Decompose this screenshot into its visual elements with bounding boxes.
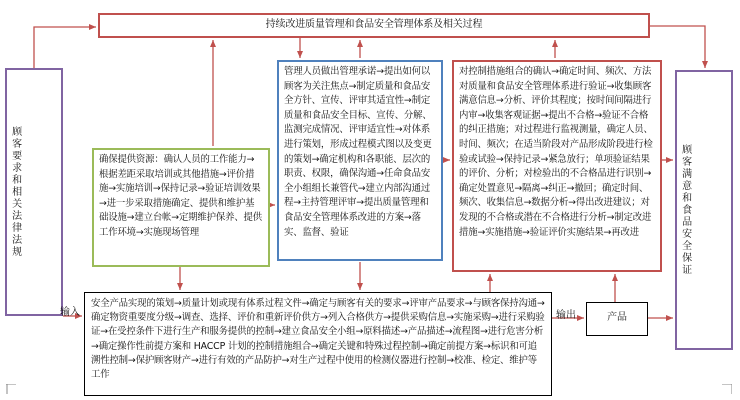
title-box [98,13,650,38]
customer-satisfaction-label: 顾客满意和食品安全保证 [679,144,691,276]
customer-requirements-label: 顾客要求和相关法律法规 [9,126,21,258]
resource-provision-box [92,148,270,267]
product-label: 产品 [607,312,627,323]
management-responsibility-text: 管理人员做出管理承诺→提出如何以顾客为关注焦点→制定质量和食品安全方针、宣传、评审其适宜性→制定质量和食品安全目标、宣传、分解、监测完成情况、评审适宜性→对体系进行策划，形成过程模式图以及变更的策划→确定机构和各职能、层次的职责、权限，确保沟通→任命食品安全小组组长兼管代→建立内部沟通过程→主持管理评审→提出质量管理和食品安全管理体系改进的方案→落实、监督、验证 [284,66,432,238]
corner-mark-left [6,384,16,394]
management-responsibility-box [277,60,443,261]
resource-provision-text: 确保提供资源：确认人员的工作能力→根据差距采取培训或其他措施→评价措施→实施培训→保持记录→验证培训效果→进一步采取措施确定、提供和维护基础设施→建立台帐→定期维护保养、提供工作环境→实施现场管理 [99,154,263,238]
product-realization-text: 安全产品实现的策划→质量计划或现有体系过程文件→确定与顾客有关的要求→评审产品要求→与顾客保持沟通→确定物资重要度分级→调查、选择、评价和重新评价供方→列入合格供方→提供采购信息→实施采购→进行采购验证→在受控条件下进行生产和服务提供的控制→建立食品安全小组→原料描述→产品描述→流程图→进行危害分析→确定操作性前提方案和 HACCP 计划的控制措施组合→确定关键和特殊过程控制→确定前提方案→标识和可追溯性控制→保护顾客财产→进行有效的产品防护→对生产过程中使用的检测仪器进行控制→校准、检定、维护等工作 [91,298,545,381]
product-realization-box [84,292,552,396]
customer-satisfaction-box [675,70,733,350]
output-label: 输出 [556,310,576,321]
measurement-analysis-text: 对控制措施组合的确认→确定时间、频次、方法对质量和食品安全管理体系进行验证→收集顾客满意信息→分析、评价其程度；按时间间隔进行内审→收集客观证据→提出不合格→验证不合格的纠正措施；对过程进行监视测量，确定人员、时间、频次；在适当阶段对产品形成阶段进行检验或试验→保持记录→紧急放行；单项验证结果的评价、分析；对检验出的不合格品进行识别→确定处置意见→隔离→纠正→撤回；确定时间、频次、收集信息→数据分析→得出改进建议；对发现的不合格或潜在不合格进行分析→制定改进措施→实施措施→验证评价实施结果→再改进 [459,66,653,238]
customer-requirements-box [5,68,63,316]
input-label: 输入 [60,307,80,318]
product-box [586,302,648,336]
measurement-analysis-box [452,60,662,272]
corner-mark-right [722,384,732,394]
title-text: 持续改进质量管理和食品安全管理体系及相关过程 [265,19,483,30]
